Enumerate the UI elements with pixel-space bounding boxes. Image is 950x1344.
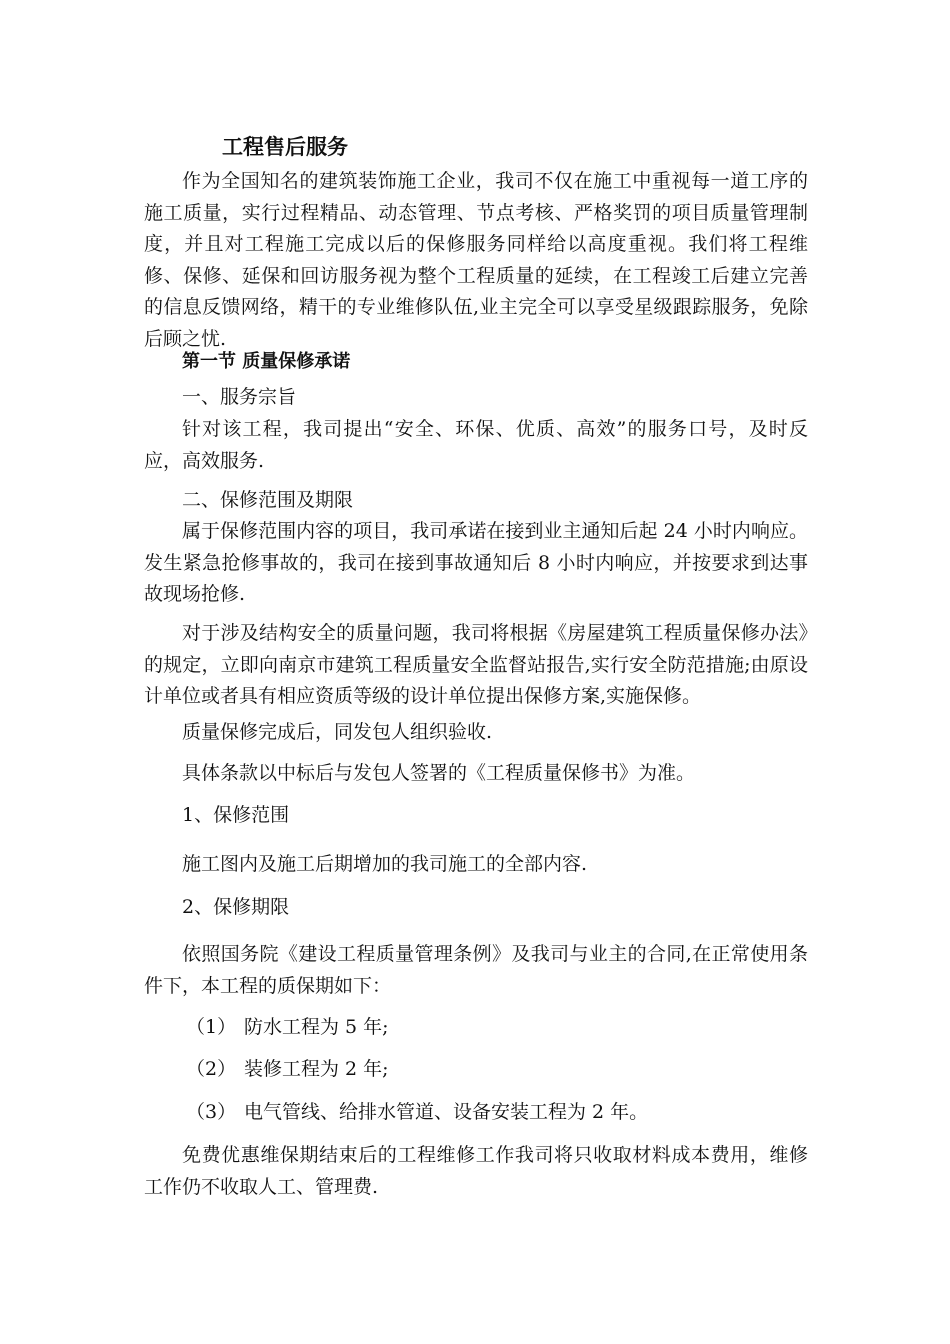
list-item-text: 电气管线、给排水管道、设备安装工程为 2 年。: [244, 1101, 649, 1123]
list-item-number: （1）: [186, 1016, 237, 1038]
list-item: [186, 1097, 648, 1129]
subheading-warranty-period: 2、保修期限: [182, 896, 290, 918]
subheading-service-purpose: 一、服务宗旨: [182, 386, 297, 408]
warranty-period-text: 依照国务院《建设工程质量管理条例》及我司与业主的合同,在正常使用条件下，本工程的质保期如下：: [144, 943, 808, 997]
subheading-warranty-scope: 1、保修范围: [182, 804, 290, 826]
list-item-number: （2）: [186, 1058, 237, 1080]
section-heading: 第一节 质量保修承诺: [182, 351, 351, 372]
page-title: 工程售后服务: [222, 135, 348, 159]
subheading-scope-period: 二、保修范围及期限: [182, 489, 354, 511]
response-commitment-text: 属于保修范围内容的项目，我司承诺在接到业主通知后起 24 小时内响应。发生紧急抢修事故的，我司在接到事故通知后 8 小时内响应，并按要求到达事故现场抢修.: [144, 520, 808, 605]
list-item-number: （3）: [186, 1101, 237, 1123]
list-item-text: 防水工程为 5 年;: [244, 1016, 389, 1038]
warranty-scope-text: 施工图内及施工后期增加的我司施工的全部内容.: [182, 853, 588, 875]
list-item: [186, 1012, 389, 1044]
closing-paragraph: 免费优惠维保期结束后的工程维修工作我司将只收取材料成本费用，维修工作仍不收取人工、管理费.: [144, 1144, 808, 1198]
intro-paragraph: 作为全国知名的建筑装饰施工企业，我司不仅在施工中重视每一道工序的施工质量，实行过程精品、动态管理、节点考核、严格奖罚的项目质量管理制度，并且对工程施工完成以后的保修服务同样给以高度重视。我们将工程维修、保修、延保和回访服务视为整个工程质量的延续，在工程竣工后建立完善的信息反馈网络，精干的专业维修队伍,业主完全可以享受星级跟踪服务，免除后顾之忧.: [144, 170, 808, 350]
service-purpose-text: 针对该工程，我司提出“安全、环保、优质、高效”的服务口号，及时反应，高效服务.: [144, 418, 808, 472]
list-item-text: 装修工程为 2 年;: [244, 1058, 389, 1080]
structural-safety-text: 对于涉及结构安全的质量问题，我司将根据《房屋建筑工程质量保修办法》的规定，立即向南京市建筑工程质量安全监督站报告,实行安全防范措施;由原设计单位或者具有相应资质等级的设计单位提出保修方案,实施保修。: [144, 622, 808, 707]
acceptance-text: 质量保修完成后，同发包人组织验收.: [182, 721, 493, 743]
list-item: [186, 1054, 389, 1086]
terms-text: 具体条款以中标后与发包人签署的《工程质量保修书》为准。: [182, 762, 696, 784]
